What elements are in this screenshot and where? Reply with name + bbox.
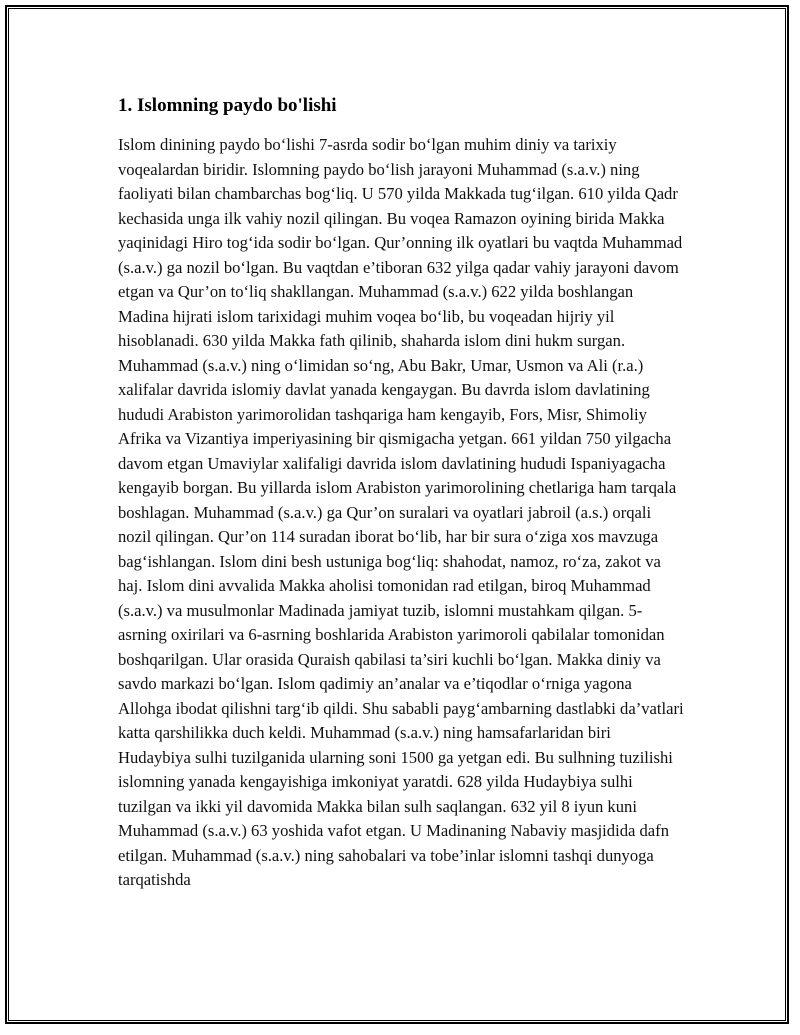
body-paragraph: Islom dinining paydo bo‘lishi 7-asrda sodir bo‘lgan muhim diniy va tarixiy voqealardan biridir. Islomning paydo bo‘lish jarayoni Muhammad (s.a.v.) ning faoliyati bilan chambarchas bog‘liq. U 570 yilda Makkada tug‘ilgan. 610 yilda Qadr kechasida unga ilk vahiy nozil qilingan. Bu voqea Ramazon oyining birida Makka yaqinidagi Hiro tog‘ida sodir bo‘lgan. Qur’onning ilk oyatlari bu vaqtda Muhammad (s.a.v.) ga nozil bo‘lgan. Bu vaqtdan e’tiboran 632 yilga qadar vahiy jarayoni davom etgan va Qur’on to‘liq shakllangan. Muhammad (s.a.v.) 622 yilda boshlangan Madina hijrati islom tarixidagi muhim voqea bo‘lib, bu voqeadan hijriy yil hisoblanadi. 630 yilda Makka fath qilinib, shaharda islom dini hukm surgan. Muhammad (s.a.v.) ning o‘limidan so‘ng, Abu Bakr, Umar, Usmon va Ali (r.a.) xalifalar davrida islomiy davlat yanada kengaygan. Bu davrda islom davlatining hududi Arabiston yarimorolidan tashqariga ham kengayib, Fors, Misr, Shimoliy Afrika va Vizantiya imperiyasining bir qismigacha yetgan. 661 yildan 750 yilgacha davom etgan Umaviylar xalifaligi davrida islom davlatining hududi Ispaniyagacha kengayib borgan. Bu yillarda islom Arabiston yarimorolining chetlariga ham tarqala boshlagan. Muhammad (s.a.v.) ga Qur’on suralari va oyatlari jabroil (a.s.) orqali nozil qilingan. Qur’on 114 suradan iborat bo‘lib, har bir sura o‘ziga xos mavzuga bag‘ishlangan. Islom dini besh ustuniga bog‘liq: shahodat, namoz, ro‘za, zakot va haj. Islom dini avvalida Makka aholisi tomonidan rad etilgan, biroq Muhammad (s.a.v.) va musulmonlar Madinada jamiyat tuzib, islomni mustahkam qilgan. 5-asrning oxirilari va 6-asrning boshlarida Arabiston yarimoroli qabilalar tomonidan boshqarilgan. Ular orasida Quraish qabilasi ta’siri kuchli bo‘lgan. Makka diniy va savdo markazi bo‘lgan. Islom qadimiy an’analar va e’tiqodlar o‘rniga yagona Allohga ibodat qilishni targ‘ib qildi. Shu sababli payg‘ambarning dastlabki da’vatlari katta qarshilikka duch keldi. Muhammad (s.a.v.) ning hamsafarlaridan biri Hudaybiya sulhi tuzilganida ularning soni 1500 ga yetgan edi. Bu sulhning tuzilishi islomning yanada kengayishiga imkoniyat yaratdi. 628 yilda Hudaybiya sulhi tuzilgan va ikki yil davomida Makka bilan sulh saqlangan. 632 yil 8 iyun kuni Muhammad (s.a.v.) 63 yoshida vafot etgan. U Madinaning Nabaviy masjidida dafn etilgan. Muhammad (s.a.v.) ning sahobalari va tobe’inlar islomni tashqi dunyoga tarqatishda	[118, 135, 684, 889]
section-heading: 1. Islomning paydo bo'lishi	[118, 95, 337, 116]
document-content	[118, 92, 684, 893]
